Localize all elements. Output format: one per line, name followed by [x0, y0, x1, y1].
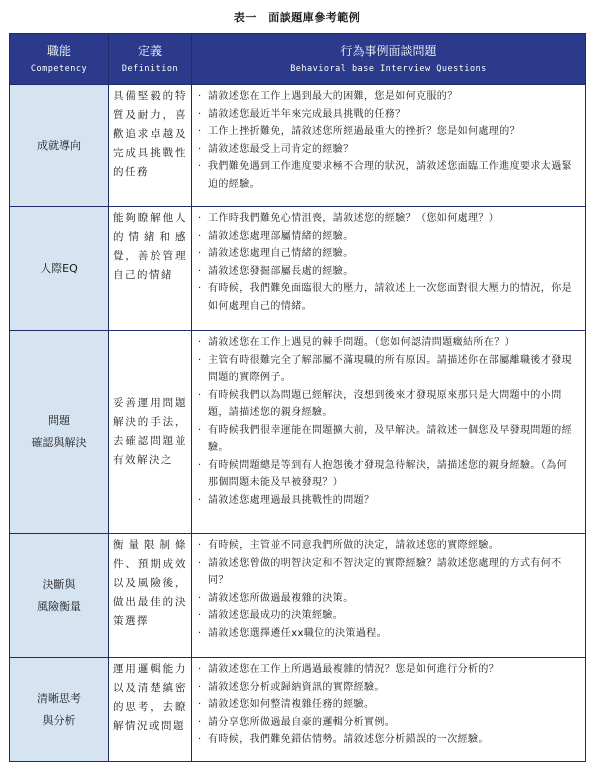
question-item: · 請敘述您處理自己情緒的經驗。 [198, 245, 577, 263]
header-questions-zh: 行為事例面談問題 [340, 44, 437, 58]
header-definition [109, 34, 192, 85]
competency-line: 成就導向 [37, 138, 81, 152]
questions-cell [192, 331, 586, 534]
question-item: · 工作上挫折難免，請敘述您所經過最重大的挫折？您是如何處理的？ [198, 123, 577, 141]
question-item: · 請敘述您選擇遴任xx職位的決策過程。 [198, 625, 577, 643]
definition-cell: 衡量限制條件、預期成效以及風險後，做出最佳的決策選擇 [109, 534, 192, 658]
competency-cell [10, 207, 109, 331]
competency-cell [10, 85, 109, 207]
question-item: · 請分享您所做過最自豪的邏輯分析實例。 [198, 714, 577, 732]
question-item: · 請敘述您曾做的明智決定和不智決定的實際經驗？請敘述您處理的方式有何不同？ [198, 555, 577, 590]
competency-line: 清晰思考 [37, 691, 81, 705]
question-item: · 請敘述您發掘部屬長處的經驗。 [198, 263, 577, 281]
questions-cell [192, 207, 586, 331]
competency-line: 人際EQ [40, 261, 78, 275]
question-item: · 請敘述您在工作上遇見的棘手問題。（您如何認清問題癥結所在？） [198, 334, 577, 352]
competency-line: 確認與解決 [31, 436, 87, 449]
question-item: · 我們難免遇到工作進度要求極不合理的狀況，請敘述您面臨工作進度要求太過緊迫的經驗。 [198, 158, 577, 193]
definition-cell [109, 331, 192, 534]
question-item: · 請敘述您分析或歸納資訊的實際經驗。 [198, 679, 577, 697]
questions-cell [192, 534, 586, 658]
definition-text: 妥善運用問題解決的手法，去確認問題並有效解決之 [113, 397, 187, 466]
header-definition-en: Definition [121, 64, 179, 74]
table-header-row [10, 34, 586, 85]
competency-cell [10, 658, 109, 762]
competency-line: 問題 [48, 414, 70, 427]
table-row [10, 207, 586, 331]
header-competency-en: Competency [30, 64, 88, 74]
question-item: · 請敘述您處理過最具挑戰性的問題？ [198, 492, 577, 510]
question-item: · 請敘述您處理部屬情緒的經驗。 [198, 228, 577, 246]
question-item: · 有時候問題總是等到有人抱怨後才發現急待解決，請描述您的親身經驗。（為何那個問題未能及早被發現？） [198, 457, 577, 492]
table-row [10, 331, 586, 534]
header-competency-zh: 職能 [46, 44, 71, 58]
question-item: · 請敘述您在工作上遇到最大的困難，您是如何克服的？ [198, 88, 577, 106]
competency-cell [10, 534, 109, 658]
question-item: · 請敘述您最成功的決策經驗。 [198, 607, 577, 625]
competency-cell [10, 331, 109, 534]
table-row [10, 658, 586, 762]
question-item: · 有時候我們以為問題已經解決，沒想到後來才發現原來那只是大問題中的小問題，請描述您的親身經驗。 [198, 387, 577, 422]
question-item: · 請敘述您所做過最複雜的決策。 [198, 590, 577, 608]
question-item: · 工作時我們難免心情沮喪，請敘述您的經驗？（您如何處理？） [198, 210, 577, 228]
questions-cell [192, 85, 586, 207]
question-item: · 有時候我們很幸運能在問題擴大前，及早解決。請敘述一個您及早發現問題的經驗。 [198, 422, 577, 457]
table-caption: 表一 面談題庫參考範例 [233, 11, 361, 24]
question-item: · 請敘述您最受上司肯定的經驗？ [198, 141, 577, 159]
question-item: · 請敘述您在工作上所遇過最複雜的情況？您是如何進行分析的？ [198, 661, 577, 679]
header-competency [10, 34, 109, 85]
header-definition-zh: 定義 [137, 44, 162, 58]
header-questions [192, 34, 586, 85]
competency-line: 風險衡量 [37, 599, 81, 613]
question-item: · 請敘述您如何整清複雜任務的經驗。 [198, 696, 577, 714]
header-questions-en: Behavioral base Interview Questions [290, 64, 487, 74]
question-item: · 請敘述您最近半年來完成最具挑戰的任務？ [198, 106, 577, 124]
question-item: · 有時候，我們難免面臨很大的壓力，請敘述上一次您面對很大壓力的情況，你是如何處理自己的情緒。 [198, 280, 577, 315]
question-item: · 有時候，主管並不同意我們所做的決定，請敘述您的實際經驗。 [198, 537, 577, 555]
interview-question-table [9, 33, 586, 762]
questions-cell [192, 658, 586, 762]
table-row [10, 85, 586, 207]
definition-cell: 運用邏輯能力以及清楚縝密的思考，去瞭解情況或問題 [109, 658, 192, 762]
question-item: · 有時候，我們難免錯估情勢。請敘述您分析錯誤的一次經驗。 [198, 731, 577, 749]
question-item: · 主管有時很難完全了解部屬不滿現職的所有原因。請描述你在部屬離職後才發現問題的實際例子。 [198, 352, 577, 387]
competency-line: 與分析 [42, 713, 76, 727]
definition-cell: 能夠瞭解他人的情緒和感覺，善於管理自己的情緒 [109, 207, 192, 331]
competency-line: 決斷與 [42, 577, 76, 591]
definition-cell: 具備堅毅的特質及耐力，喜歡追求卓越及完成具挑戰性的任務 [109, 85, 192, 207]
table-row [10, 534, 586, 658]
